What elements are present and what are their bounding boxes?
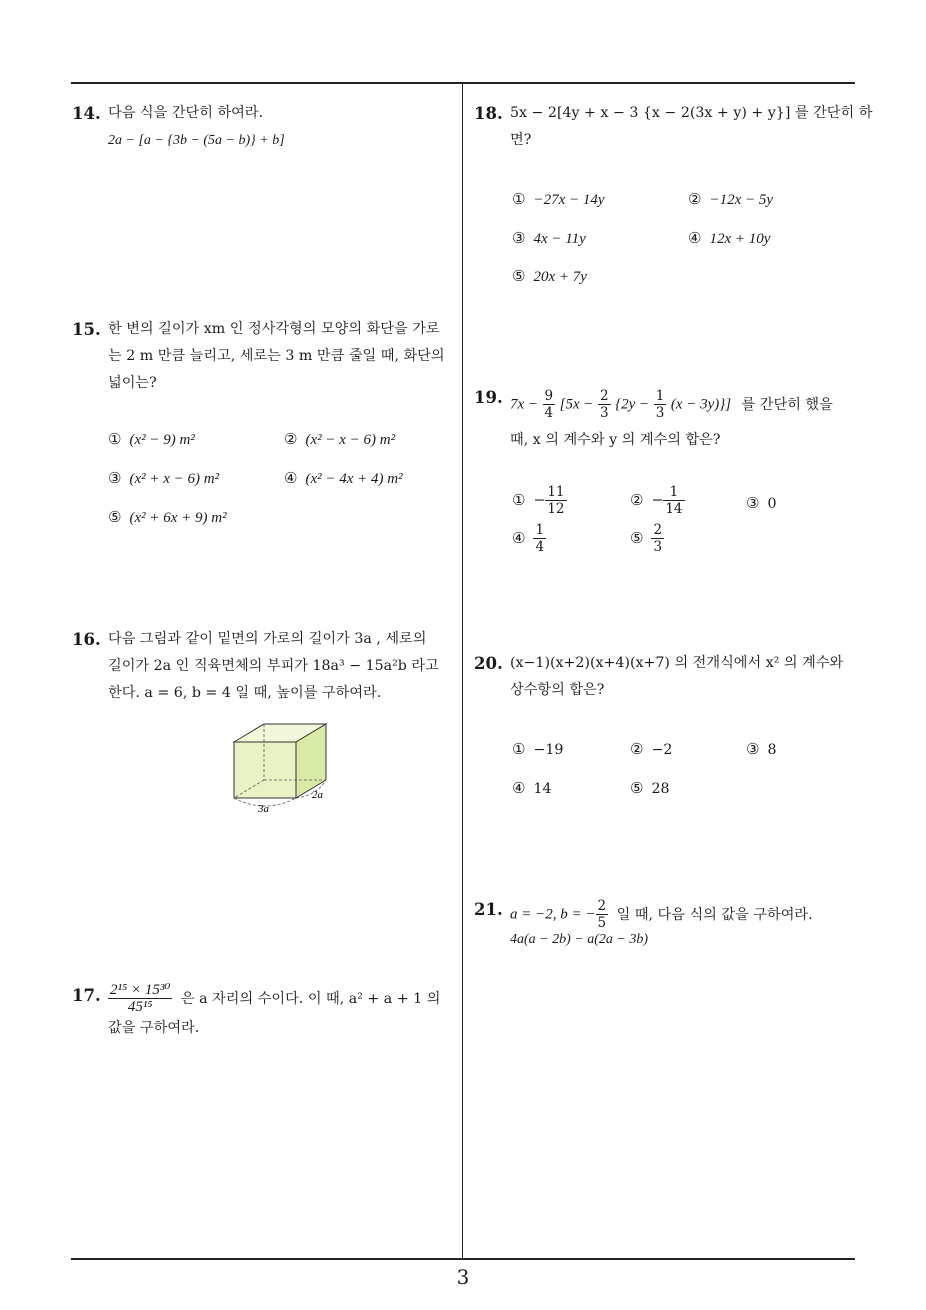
option-marker: ② <box>630 490 644 509</box>
question-number: 19. <box>474 388 503 407</box>
question-21 <box>474 896 860 966</box>
question-stem-line: (x−1)(x+2)(x+4)(x+7) 의 전개식에서 x² 의 계수와 <box>510 655 844 671</box>
option-marker: ① <box>512 490 526 509</box>
question-number: 16. <box>72 630 101 649</box>
option-text: (x² − 4x + 4) m² <box>305 471 403 487</box>
option-3[interactable] <box>108 465 219 493</box>
option-4[interactable] <box>688 225 770 253</box>
question-14 <box>72 100 457 160</box>
option-marker: ⑤ <box>108 508 122 526</box>
option-marker: ③ <box>108 469 122 487</box>
option-text: (x² − x − 6) m² <box>305 432 396 448</box>
question-stem-line: 를 간단히 했을 <box>741 396 833 413</box>
question-18 <box>474 100 873 290</box>
option-marker: ② <box>630 740 644 758</box>
question-stem-line: 은 a 자리의 수이다. 이 때, a² + a + 1 의 <box>180 990 441 1007</box>
bottom-rule <box>71 1258 855 1260</box>
option-2[interactable] <box>688 186 773 214</box>
option-text: 8 <box>767 742 777 758</box>
option-marker: ⑤ <box>630 528 644 547</box>
option-marker: ③ <box>746 494 760 512</box>
page-number: 3 <box>456 1265 470 1289</box>
question-number: 20. <box>474 654 503 673</box>
option-4[interactable]: ④ $\frac{1}{4}$ <box>512 522 545 555</box>
option-text: −19 <box>533 742 564 758</box>
option-text: −27x − 14y <box>533 192 605 208</box>
column-divider <box>462 82 463 1260</box>
option-text: −2 <box>651 742 673 758</box>
question-number: 14. <box>72 104 101 123</box>
question-number: 21. <box>474 900 503 919</box>
question-17 <box>72 982 457 1052</box>
option-marker: ③ <box>746 740 760 758</box>
depth-label: 2a <box>312 789 323 801</box>
option-1[interactable]: ① − $\frac{11}{12}$ <box>512 484 565 517</box>
option-text: 4x − 11y <box>533 231 586 247</box>
fraction: $\frac{\text{2¹⁵ × 15³⁰}}{\text{45¹⁵}}$ <box>110 982 171 1015</box>
option-text: 0 <box>767 496 777 512</box>
option-marker: ① <box>108 430 122 448</box>
expression: 4a(a − 2b) − a(2a − 3b) <box>510 932 648 947</box>
option-marker: ③ <box>512 229 526 247</box>
question-stem-line: 한 변의 길이가 xm 인 정사각형의 모양의 화단을 가로 <box>108 321 440 337</box>
option-text: 28 <box>651 781 670 797</box>
question-stem-line: 길이가 2a 인 직육면체의 부피가 18a³ − 15a²b 라고 <box>108 658 439 674</box>
option-5[interactable] <box>630 775 670 803</box>
question-stem: 다음 식을 간단히 하여라. <box>108 105 264 121</box>
question-stem-line: 5x − 2[4y + x − 3 {x − 2(3x + y) + y}] 를 간단히 하 <box>510 105 873 121</box>
option-2[interactable]: ② − $\frac{1}{14}$ <box>630 484 683 517</box>
option-marker: ① <box>512 740 526 758</box>
option-2[interactable] <box>284 426 395 454</box>
question-number: 15. <box>72 320 101 339</box>
cuboid-front-face <box>234 742 296 798</box>
option-text: (x² + 6x + 9) m² <box>129 510 227 526</box>
option-marker: ④ <box>284 469 298 487</box>
option-1[interactable] <box>108 426 195 454</box>
question-stem-line: 면? <box>510 132 532 148</box>
option-5[interactable]: ⑤ $\frac{2}{3}$ <box>630 522 663 555</box>
question-stem-line: 넓이는? <box>108 375 157 391</box>
option-marker: ② <box>284 430 298 448</box>
question-stem-line: 일 때, 다음 식의 값을 구하여라. <box>616 906 813 923</box>
option-marker: ⑤ <box>630 779 644 797</box>
option-1[interactable] <box>512 186 605 214</box>
option-4[interactable] <box>284 465 403 493</box>
question-19 <box>474 384 860 564</box>
option-text: −12x − 5y <box>709 192 774 208</box>
condition: a = −2, b = − <box>510 906 596 923</box>
question-number: 18. <box>474 104 503 123</box>
question-stem-line: 한다. a = 6, b = 4 일 때, 높이를 구하여라. <box>108 685 382 701</box>
option-5[interactable] <box>512 263 587 291</box>
question-number: 17. <box>72 986 101 1005</box>
option-3[interactable] <box>746 736 776 764</box>
width-label: 3a <box>258 803 269 814</box>
option-3[interactable] <box>746 490 776 518</box>
question-15 <box>72 316 457 536</box>
fraction: $\frac{2}{5}$ <box>597 898 607 931</box>
question-stem-line: 값을 구하여라. <box>108 1020 200 1036</box>
option-marker: ① <box>512 190 526 208</box>
option-marker: ④ <box>688 229 702 247</box>
option-marker: ④ <box>512 779 526 797</box>
expression: 2a − [a − {3b − (5a − b)} + b] <box>108 133 285 148</box>
option-5[interactable] <box>108 504 227 532</box>
option-text: (x² + x − 6) m² <box>129 471 220 487</box>
option-marker: ⑤ <box>512 267 526 285</box>
cuboid-figure <box>226 718 338 814</box>
option-2[interactable] <box>630 736 672 764</box>
option-marker: ② <box>688 190 702 208</box>
question-stem-line: 상수항의 합은? <box>510 682 605 698</box>
option-text: 20x + 7y <box>533 269 587 285</box>
option-text: 12x + 10y <box>709 231 771 247</box>
question-stem-line: 는 2 m 만큼 늘리고, 세로는 3 m 만큼 줄일 때, 화단의 <box>108 348 445 364</box>
question-stem-line: 때, x 의 계수와 y 의 계수의 합은? <box>510 432 721 448</box>
option-text: 14 <box>533 781 552 797</box>
option-1[interactable] <box>512 736 563 764</box>
option-marker: ④ <box>512 528 526 547</box>
question-stem-line: 다음 그림과 같이 밑면의 가로의 길이가 3a , 세로의 <box>108 631 427 647</box>
option-text: (x² − 9) m² <box>129 432 195 448</box>
option-3[interactable] <box>512 225 586 253</box>
expression: 7x − $\frac{9}{4}$ [5x − $\frac{2}{3}$ {2y − $\frac{1}{3}$ (x − 3y)}] 를 간단히 했을 <box>510 388 833 421</box>
option-4[interactable] <box>512 775 552 803</box>
question-20 <box>474 650 860 800</box>
